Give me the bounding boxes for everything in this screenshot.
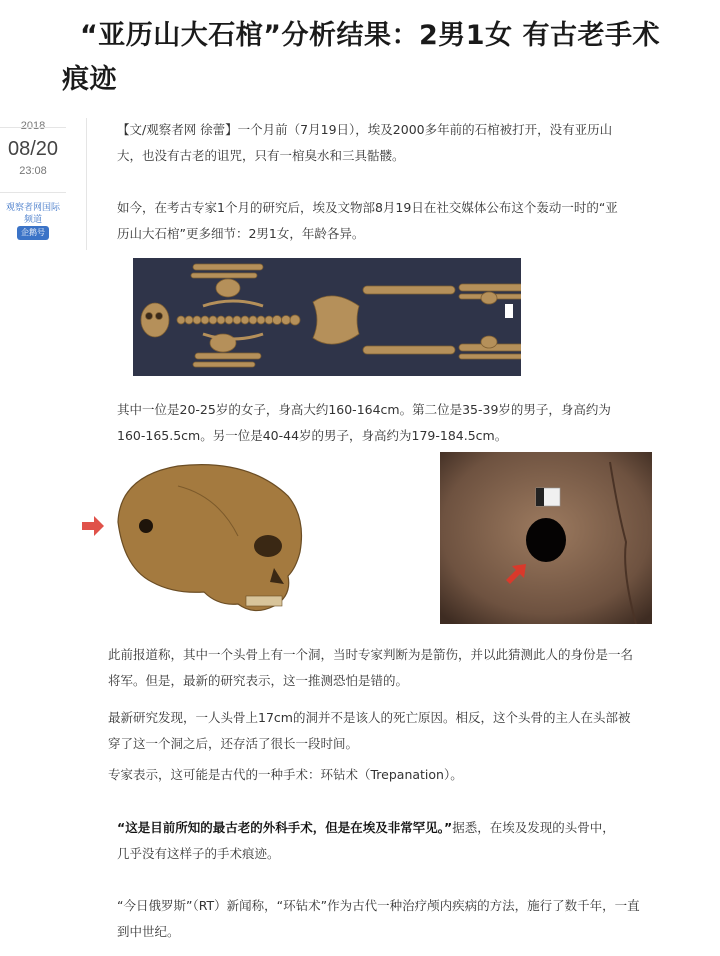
publish-date: 08/20 (7, 138, 59, 160)
paragraph-2: 如今，在考古专家1个月的研究后，埃及文物部8月19日在社交媒体公布这个轰动一时的“亚历山大石棺”更多细节：2男1女，年龄各异。 (117, 200, 618, 241)
publish-meta (0, 118, 66, 240)
article-title (62, 14, 702, 102)
source-name-line-1: 观察者网国际 (5, 202, 60, 212)
skeleton-illustration (133, 258, 521, 376)
source-link[interactable] (0, 201, 66, 240)
title-line-2: 痕迹 (62, 64, 117, 95)
publish-time: 23:08 (19, 165, 47, 177)
paragraph-5: 最新研究发现，一人头骨上17cm的洞并不是该人的死亡原因。相反，这个头骨的主人在头部被穿了这一个洞之后，还存活了很长一段时间。 (108, 710, 631, 751)
skull-photo (78, 456, 310, 620)
quote-bold: “这是目前所知的最古老的外科手术，但是在埃及非常罕见。” (117, 820, 453, 835)
source-name-line-2: 频道 (23, 214, 42, 224)
skull-illustration (78, 456, 310, 620)
divider (0, 192, 66, 193)
source-badge[interactable]: 企鹅号 (17, 226, 49, 240)
paragraph-4: 此前报道称，其中一个头骨上有一个洞，当时专家判断为是箭伤，并以此猜测此人的身份是一名将军。但是，最新的研究表示，这一推测恐怕是错的。 (108, 647, 634, 688)
paragraph-7-rest: 据悉，在埃及发现的头骨中，几乎没有这样子的手术痕迹。 (117, 820, 615, 861)
divider (0, 127, 66, 128)
paragraph-1: 【文/观察者网 徐蕾】一个月前（7月19日），埃及2000多年前的石棺被打开，没有亚历山大，也没有古老的诅咒，只有一棺臭水和三具骷髅。 (117, 122, 613, 163)
paragraph-7 (117, 815, 617, 867)
skull-hole-illustration (440, 452, 652, 624)
skull-hole-closeup-photo (440, 452, 652, 624)
publish-year: 2018 (20, 120, 46, 132)
title-line-1: “亚历山大石棺”分析结果：2男1女 有古老手术 (80, 20, 660, 51)
divider (86, 118, 87, 250)
paragraph-8: “今日俄罗斯”（RT）新闻称，“环钻术”作为古代一种治疗颅内疾病的方法，施行了数千年，一直到中世纪。 (117, 898, 640, 939)
skeleton-photo (133, 258, 521, 376)
paragraph-3: 其中一位是20-25岁的女子，身高大约160-164cm。第二位是35-39岁的男子，身高约为160-165.5cm。另一位是40-44岁的男子，身高约为179-184.5cm。 (117, 402, 611, 443)
paragraph-6: 专家表示，这可能是古代的一种手术：环钻术（Trepanation）。 (108, 767, 463, 782)
